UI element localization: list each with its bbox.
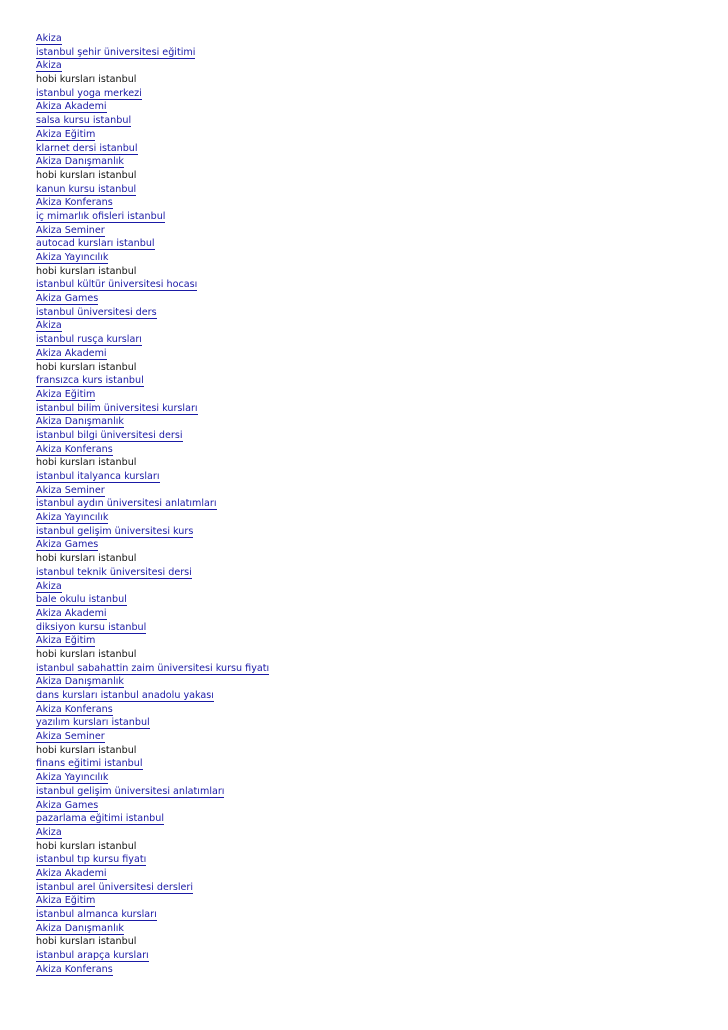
hyperlink[interactable]: istanbul bilim üniversitesi kursları (36, 402, 198, 414)
hyperlink[interactable]: Akiza Akademi (36, 867, 107, 879)
hyperlink[interactable]: Akiza Games (36, 293, 99, 305)
link-line (36, 470, 716, 484)
hyperlink[interactable]: istanbul şehir üniversitesi eğitimi (36, 46, 196, 58)
hyperlink[interactable]: istanbul teknik üniversitesi dersi (36, 566, 192, 578)
hyperlink[interactable]: Akiza Akademi (36, 101, 107, 113)
hyperlink[interactable]: istanbul sabahattin zaim üniversitesi kursu fiyatı (36, 662, 270, 674)
link-line (36, 580, 716, 594)
link-line (36, 429, 716, 443)
hyperlink[interactable]: istanbul almanca kursları (36, 909, 157, 920)
hyperlink[interactable]: Akiza Konferans (36, 963, 113, 975)
link-line (36, 675, 716, 689)
hyperlink[interactable]: Akiza Danışmanlık (36, 416, 124, 428)
hyperlink[interactable]: istanbul kültür üniversitesi hocası (36, 279, 198, 291)
link-line (36, 59, 716, 73)
link-line (36, 183, 716, 197)
link-line (36, 703, 716, 717)
link-line (36, 497, 716, 511)
hyperlink[interactable]: Akiza Games (36, 799, 99, 811)
link-line (36, 114, 716, 128)
hyperlink[interactable]: Akiza Eğitim (36, 895, 96, 907)
link-line (36, 224, 716, 238)
link-line (36, 689, 716, 703)
hyperlink[interactable]: klarnet dersi istanbul (36, 142, 138, 154)
hyperlink[interactable]: istanbul gelişim üniversitesi anlatımları (36, 785, 225, 797)
link-line (36, 100, 716, 114)
hyperlink[interactable]: dans kursları istanbul anadolu yakası (36, 690, 214, 701)
link-line (36, 566, 716, 580)
link-line (36, 634, 716, 648)
hyperlink[interactable]: Akiza (36, 33, 62, 44)
link-line (36, 525, 716, 539)
link-line (36, 87, 716, 101)
document-page (36, 32, 716, 976)
link-line (36, 949, 716, 963)
link-line (36, 621, 716, 635)
link-line (36, 922, 716, 936)
hyperlink[interactable]: istanbul arapça kursları (36, 950, 149, 962)
link-line (36, 607, 716, 621)
link-line (36, 142, 716, 156)
hyperlink[interactable]: Akiza Danışmanlık (36, 922, 124, 934)
hyperlink[interactable]: autocad kursları istanbul (36, 238, 155, 250)
link-line (36, 443, 716, 457)
link-line (36, 908, 716, 922)
link-line (36, 278, 716, 292)
text-line (36, 361, 716, 375)
plain-text: hobi kursları istanbul (36, 361, 137, 373)
link-line (36, 757, 716, 771)
hyperlink[interactable]: finans eğitimi istanbul (36, 758, 143, 770)
plain-text: hobi kursları istanbul (36, 265, 137, 277)
link-line (36, 867, 716, 881)
link-line (36, 46, 716, 60)
hyperlink[interactable]: iç mimarlık ofisleri istanbul (36, 210, 166, 222)
hyperlink[interactable]: fransızca kurs istanbul (36, 375, 144, 387)
plain-text: hobi kursları istanbul (36, 553, 137, 565)
hyperlink[interactable]: Akiza Yayıncılık (36, 512, 109, 524)
link-line (36, 812, 716, 826)
hyperlink[interactable]: Akiza (36, 826, 62, 838)
hyperlink[interactable]: kanun kursu istanbul (36, 183, 137, 195)
hyperlink[interactable]: salsa kursu istanbul (36, 115, 132, 127)
hyperlink[interactable]: Akiza Danışmanlık (36, 156, 124, 168)
text-line (36, 744, 716, 758)
hyperlink[interactable]: Akiza Konferans (36, 197, 113, 209)
hyperlink[interactable]: yazılım kursları istanbul (36, 717, 150, 729)
link-line (36, 730, 716, 744)
hyperlink[interactable]: Akiza Eğitim (36, 635, 96, 647)
hyperlink[interactable]: Akiza Konferans (36, 703, 113, 715)
hyperlink[interactable]: Akiza Yayıncılık (36, 772, 109, 784)
hyperlink[interactable]: Akiza Seminer (36, 484, 105, 496)
hyperlink[interactable]: istanbul bilgi üniversitesi dersi (36, 429, 183, 441)
link-line (36, 333, 716, 347)
link-line (36, 251, 716, 265)
text-line (36, 552, 716, 566)
link-line (36, 155, 716, 169)
plain-text: hobi kursları istanbul (36, 840, 137, 852)
plain-text: hobi kursları istanbul (36, 169, 137, 181)
hyperlink[interactable]: Akiza Seminer (36, 224, 105, 236)
hyperlink[interactable]: istanbul tıp kursu fiyatı (36, 854, 147, 866)
link-line (36, 210, 716, 224)
text-line (36, 840, 716, 854)
hyperlink[interactable]: Akiza Konferans (36, 443, 113, 455)
link-line (36, 292, 716, 306)
hyperlink[interactable]: Akiza Akademi (36, 347, 107, 359)
hyperlink[interactable]: Akiza Games (36, 539, 99, 551)
hyperlink[interactable]: Akiza Akademi (36, 607, 107, 619)
hyperlink[interactable]: istanbul rusça kursları (36, 334, 142, 346)
hyperlink[interactable]: pazarlama eğitimi istanbul (36, 813, 165, 825)
plain-text: hobi kursları istanbul (36, 457, 137, 469)
plain-text: hobi kursları istanbul (36, 744, 137, 756)
link-line (36, 237, 716, 251)
hyperlink[interactable]: istanbul yoga merkezi (36, 87, 142, 99)
link-line (36, 853, 716, 867)
link-line (36, 319, 716, 333)
link-line (36, 963, 716, 977)
text-line (36, 648, 716, 662)
link-line (36, 402, 716, 416)
hyperlink[interactable]: Akiza (36, 580, 62, 592)
link-line (36, 347, 716, 361)
link-line (36, 593, 716, 607)
hyperlink[interactable]: Akiza Seminer (36, 731, 105, 743)
link-line (36, 771, 716, 785)
hyperlink[interactable]: istanbul üniversitesi ders (36, 306, 157, 318)
hyperlink[interactable]: istanbul gelişim üniversitesi kurs (36, 525, 194, 537)
link-line (36, 511, 716, 525)
text-line (36, 935, 716, 949)
link-line (36, 785, 716, 799)
link-line (36, 894, 716, 908)
plain-text: hobi kursları istanbul (36, 936, 137, 948)
link-line (36, 484, 716, 498)
link-line (36, 799, 716, 813)
link-line (36, 538, 716, 552)
text-line (36, 265, 716, 279)
hyperlink[interactable]: Akiza (36, 320, 62, 332)
hyperlink[interactable]: bale okulu istanbul (36, 594, 127, 606)
link-line (36, 128, 716, 142)
link-line (36, 196, 716, 210)
link-line (36, 32, 716, 46)
link-line (36, 662, 716, 676)
link-line (36, 716, 716, 730)
plain-text: hobi kursları istanbul (36, 648, 137, 660)
plain-text: hobi kursları istanbul (36, 74, 137, 86)
link-line (36, 415, 716, 429)
hyperlink[interactable]: istanbul aydın üniversitesi anlatımları (36, 498, 217, 510)
hyperlink[interactable]: Akiza (36, 60, 62, 72)
link-line (36, 881, 716, 895)
hyperlink[interactable]: diksiyon kursu istanbul (36, 621, 147, 633)
text-line (36, 73, 716, 87)
hyperlink[interactable]: Akiza Danışmanlık (36, 676, 124, 688)
hyperlink[interactable]: istanbul arel üniversitesi dersleri (36, 881, 194, 893)
link-line (36, 826, 716, 840)
link-line (36, 388, 716, 402)
link-line (36, 306, 716, 320)
hyperlink[interactable]: istanbul italyanca kursları (36, 471, 160, 482)
link-line (36, 374, 716, 388)
hyperlink[interactable]: Akiza Yayıncılık (36, 252, 109, 263)
text-line (36, 169, 716, 183)
hyperlink[interactable]: Akiza Eğitim (36, 388, 96, 400)
text-line (36, 456, 716, 470)
hyperlink[interactable]: Akiza Eğitim (36, 128, 96, 140)
